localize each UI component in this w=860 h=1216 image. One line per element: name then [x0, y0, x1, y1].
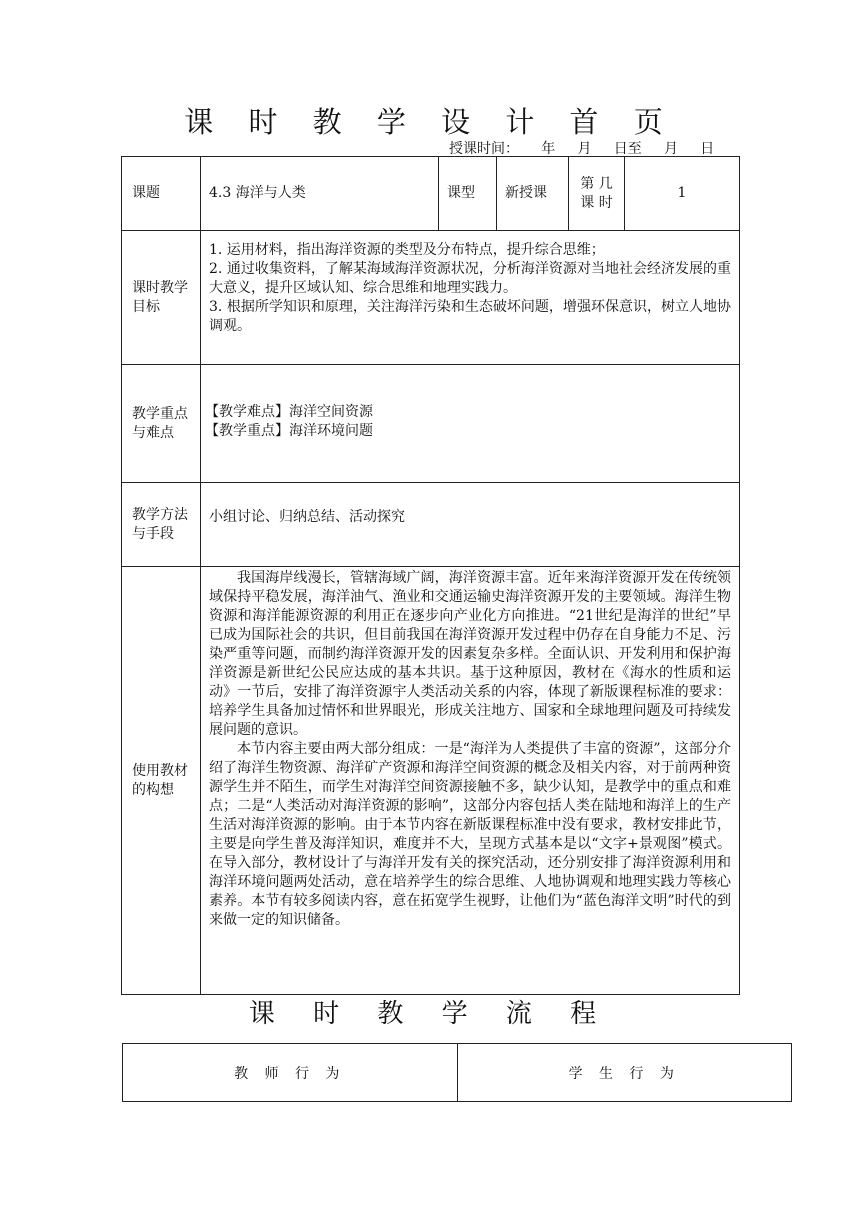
material-row	[122, 567, 740, 995]
period-value: 1	[625, 157, 740, 231]
material-paragraph: 我国海岸线漫长，管辖海域广阔，海洋资源丰富。近年来海洋资源开发在传统领域保持平稳发展，海洋油气、渔业和交通运输史海洋资源开发的主要领域。海洋生物资源和海洋能源资源的利用正在逐步向产业化方向推进。“21世纪是海洋的世纪”早已成为国际社会的共识，但目前我国在海洋资源开发过程中仍存在自身能力不足、污染严重等问题，而制约海洋资源开发的因素复杂多样。全面认识、开发利用和保护海洋资源是新世纪公民应达成的基本共识。基于这种原因，教材在《海水的性质和运动》一节后，安排了海洋资源宇人类活动关系的内容，体现了新版课程标准的要求：培养学生具备加过情怀和世界眼光，形成关注地方、国家和全球地理问题及可持续发展问题的意识。	[209, 570, 731, 738]
key-points-row	[122, 365, 740, 483]
methods-value: 小组讨论、归纳总结、活动探究	[201, 483, 740, 567]
lesson-design-table	[121, 156, 740, 995]
topic-label: 课题	[122, 157, 201, 231]
goal-item: 1. 运用材料，指出海洋资源的类型及分布特点，提升综合思维；	[209, 242, 605, 258]
material-paragraph: 本节内容主要由两大部分组成：一是“海洋为人类提供了丰富的资源”，这部分介绍了海洋生物资源、海洋矿产资源和海洋空间资源的概念及相关内容，对于前两种资源学生并不陌生，而学生对海洋空间资源接触不多，缺少认知，是教学中的重点和难点；二是“人类活动对海洋资源的影响”，这部分内容包括人类在陆地和海洋上的生产生活对海洋资源的影响。由于本节内容在新版课程标准中没有要求，教材安排此节，主要是向学生普及海洋知识，难度并不大，呈现方式基本是以“文字+景观图”模式。在导入部分，教材设计了与海洋开发有关的探究活动，还分别安排了海洋资源利用和海洋环境问题两处活动，意在培养学生的综合思维、人地协调观和地理实践力等核心素养。本节有较多阅读内容，意在拓宽学生视野，让他们为“蓝色海洋文明”时代的到来做一定的知识储备。	[209, 741, 731, 928]
topic-value: 4.3 海洋与人类	[201, 157, 439, 231]
flow-header-row	[123, 1044, 792, 1102]
teacher-behavior-header: 教 师 行 为	[123, 1044, 458, 1102]
key-points-label: 教学重点与难点	[122, 365, 201, 483]
material-content	[201, 567, 740, 995]
flow-table	[122, 1043, 792, 1102]
goal-item: 3. 根据所学知识和原理，关注海洋污染和生态破坏问题，增强环保意识，树立人地协调观。	[209, 299, 731, 334]
focus-point: 【教学重点】海洋环境问题	[205, 422, 373, 439]
topic-row	[122, 157, 740, 231]
period-label: 第 几 课 时	[569, 157, 625, 231]
type-label: 课型	[439, 157, 497, 231]
page-title: 课 时 教 学 设 计 首 页	[184, 105, 676, 139]
flow-title: 课 时 教 学 流 程	[248, 999, 612, 1029]
lesson-time: 授课时间： 年 月 日至 月 日	[449, 141, 715, 157]
goals-row	[122, 231, 740, 365]
goal-item: 2. 通过收集资料，了解某海域海洋资源状况，分析海洋资源对当地社会经济发展的重大意义，提升区域认知、综合思维和地理实践力。	[209, 261, 731, 296]
difficulty-point: 【教学难点】海洋空间资源	[205, 403, 373, 420]
type-value: 新授课	[497, 157, 569, 231]
key-points-content	[201, 365, 740, 483]
goals-label: 课时教学目标	[122, 231, 201, 365]
goals-content	[201, 231, 740, 365]
methods-row	[122, 483, 740, 567]
student-behavior-header: 学 生 行 为	[457, 1044, 792, 1102]
material-label: 使用教材的构想	[122, 567, 201, 995]
methods-label: 教学方法与手段	[122, 483, 201, 567]
